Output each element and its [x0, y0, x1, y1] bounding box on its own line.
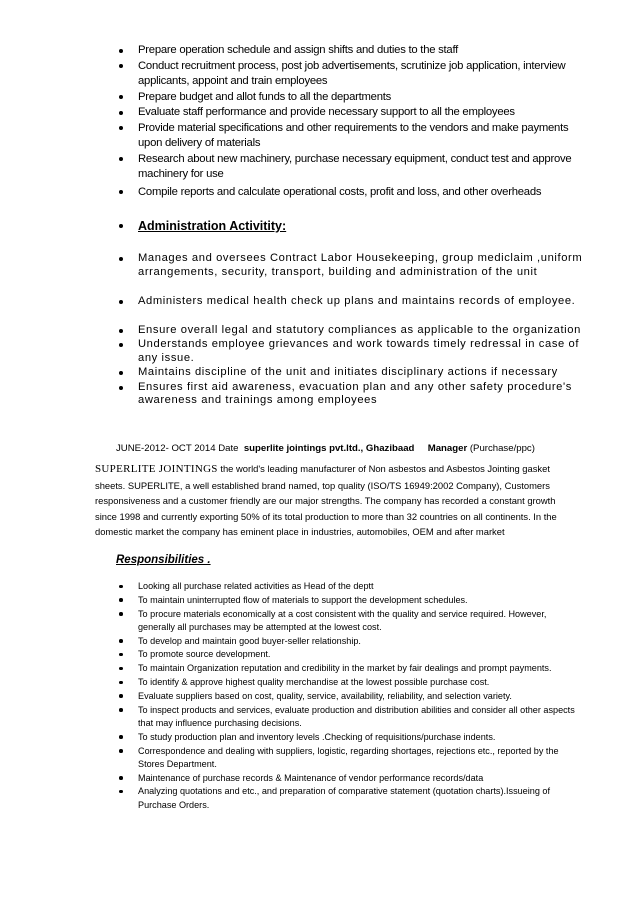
job-role: Manager: [427, 443, 468, 454]
list-item: To maintain uninterrupted flow of materials to support the development schedules.: [118, 594, 578, 607]
list-item: Compile reports and calculate operational costs, profit and loss, and other overheads: [118, 185, 588, 201]
list-item: Evaluate suppliers based on cost, quality, service, availability, reliability, and selection variety.: [118, 690, 578, 703]
bullet-icon: [119, 681, 123, 685]
bullet-icon: [119, 776, 123, 780]
job-header: [116, 443, 535, 454]
bullet-icon: [119, 64, 123, 68]
bullet-icon: [119, 329, 123, 333]
list-item: To inspect products and services, evaluate production and distribution abilities and consider all other aspects that may influence purchasing decisions.: [118, 704, 578, 731]
bullet-icon: [119, 749, 123, 753]
bullet-icon: [119, 585, 123, 589]
bullet-icon: [119, 300, 123, 304]
list-item: Maintenance of purchase records & Maintenance of vendor performance records/data: [118, 772, 578, 785]
bullet-icon: [119, 639, 123, 643]
list-item: Evaluate staff performance and provide necessary support to all the employees: [118, 105, 588, 121]
bullet-icon: [119, 598, 123, 602]
list-item: Ensure overall legal and statutory compliances as applicable to the organization: [118, 324, 588, 338]
bullet-icon: [119, 95, 123, 99]
list-item: Understands employee grievances and work towards timely redressal in case of any issue.: [118, 338, 588, 365]
list-item: To develop and maintain good buyer-seller relationship.: [118, 635, 578, 648]
list-item: To identify & approve highest quality merchandise at the lowest possible purchase cost.: [118, 676, 578, 689]
bullet-icon: [119, 735, 123, 739]
list-item: To promote source development.: [118, 648, 578, 661]
list-item: Analyzing quotations and etc., and preparation of comparative statement (quotation charts).Issueing of Purchase Orders.: [118, 785, 578, 812]
list-item: Prepare operation schedule and assign shifts and duties to the staff: [118, 43, 588, 59]
responsibilities-heading: Responsibilities .: [116, 554, 211, 566]
list-item: Conduct recruitment process, post job advertisements, scrutinize job application, interview applicants, appoint and train employees: [118, 59, 588, 90]
bullet-icon: [119, 49, 123, 53]
job-location: , Ghazibaad: [360, 443, 415, 454]
bullet-icon: [119, 190, 123, 194]
list-item: Manages and oversees Contract Labor Housekeeping, group mediclaim ,uniform arrangements, security, transport, building and administration of the unit: [118, 252, 588, 279]
responsibilities-list: [118, 580, 578, 813]
list-item: Maintains discipline of the unit and initiates disciplinary actions if necessary: [118, 366, 588, 380]
list-item: Prepare budget and allot funds to all the departments: [118, 90, 588, 106]
bullet-icon: [119, 653, 123, 657]
company-brand: SUPERLITE JOINTINGS: [95, 463, 218, 475]
list-item: To procure materials economically at a cost consistent with the quality and service required. However, generally all purchases may be attempted at the lowest cost.: [118, 608, 578, 635]
bullet-icon: [119, 694, 123, 698]
list-item: Provide material specifications and other requirements to the vendors and make payments upon delivery of materials: [118, 121, 588, 152]
list-item: Looking all purchase related activities as Head of the deptt: [118, 580, 578, 593]
list-item: To study production plan and inventory levels .Checking of requisitions/purchase indents.: [118, 731, 578, 744]
administration-heading: Administration Activitity:: [118, 219, 286, 233]
bullet-icon: [119, 257, 123, 261]
job-department: (Purchase/ppc): [469, 443, 535, 454]
bullet-icon: [119, 667, 123, 671]
bullet-icon: [119, 386, 123, 390]
bullet-icon: [119, 157, 123, 161]
list-item: Research about new machinery, purchase necessary equipment, conduct test and approve machinery for use: [118, 152, 588, 183]
administration-list: [118, 252, 588, 408]
bullet-icon: [119, 790, 123, 794]
bullet-icon: [119, 343, 123, 347]
list-item: Ensures first aid awareness, evacuation plan and any other safety procedure's awareness and trainings among employees: [118, 381, 588, 408]
company-name: superlite jointings pvt.ltd.: [243, 443, 361, 454]
list-item: Correspondence and dealing with suppliers, logistic, regarding shortages, rejections etc., reported by the Stores Department.: [118, 745, 578, 772]
bullet-icon: [119, 371, 123, 375]
job-dates: JUNE-2012- OCT 2014 Date: [116, 443, 239, 454]
bullet-icon: [119, 612, 123, 616]
list-item: Administers medical health check up plans and maintains records of employee.: [118, 295, 588, 309]
company-description: SUPERLITE JOINTINGS the world's leading manufacturer of Non asbestos and Asbestos Jointing gasket sheets. SUPERLITE, a well established brand named, top quality (ISO/TS 16949:2002 Company), Customers responsiveness and a customer friendly are our major strengths. The company has recorded a constant growth since 1998 and currently exporting 50% of its total production to more than 32 countries on all continents. In the domestic market the company has eminent place in industries, automobiles, OEM and after market: [95, 463, 557, 537]
bullet-icon: [119, 708, 123, 712]
bullet-icon: [119, 126, 123, 130]
bullet-icon: [119, 111, 123, 115]
operations-duties-list: [118, 43, 588, 200]
bullet-icon: [119, 224, 123, 228]
list-item: To maintain Organization reputation and credibility in the market by fair dealings and prompt payments.: [118, 662, 578, 675]
